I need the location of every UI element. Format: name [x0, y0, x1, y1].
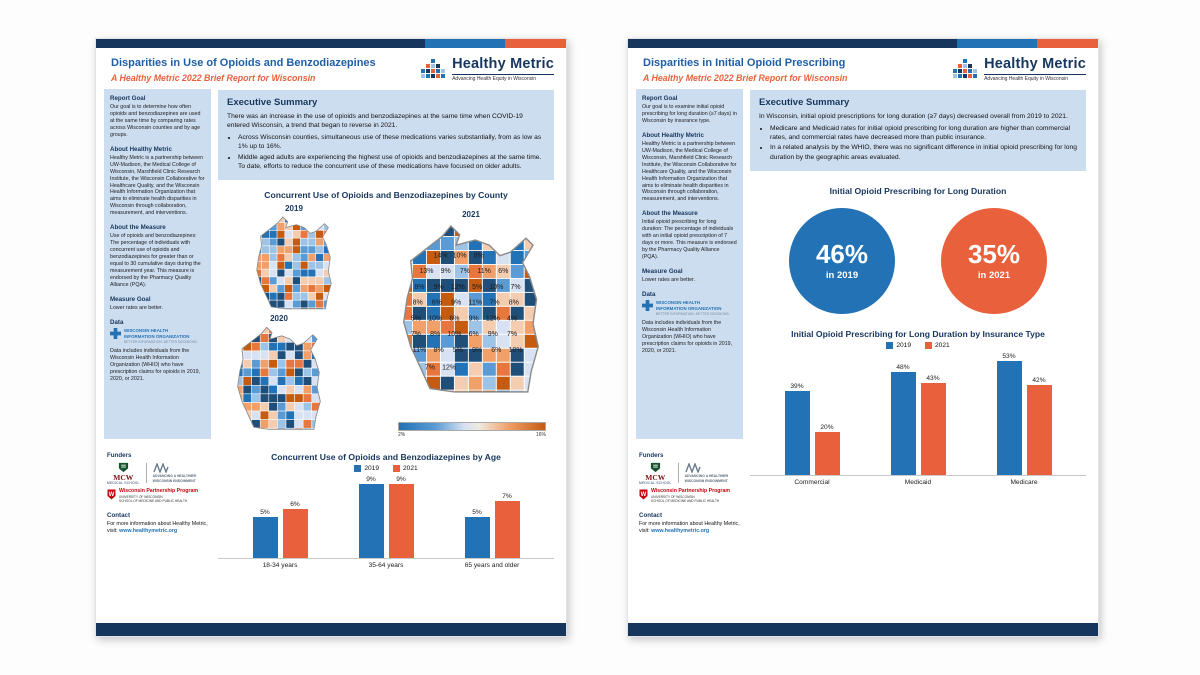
healthy-metric-logo	[421, 57, 554, 82]
contact-text-span: For more information about Healthy Metric, visit:	[639, 520, 740, 534]
svg-text:7%: 7%	[507, 331, 518, 339]
report-page-opioids-benzodiazepines	[95, 38, 567, 637]
bar-value-label: 5%	[260, 509, 270, 517]
bar-2021	[283, 509, 308, 558]
topbar-blue-segment	[957, 39, 1037, 48]
gradient-bar	[398, 422, 546, 431]
bar-wrap	[283, 501, 308, 558]
svg-text:8%: 8%	[412, 299, 423, 307]
svg-text:7%: 7%	[424, 364, 435, 372]
exec-summary-intro: In Wisconsin, initial opioid prescriptions for long duration (≥7 days) decreased overall from 2019 to 2021.	[759, 112, 1068, 120]
wpp-text	[119, 489, 198, 503]
logo-tagline: Advancing Health Equity in Wisconsin	[452, 74, 554, 82]
bullet-item: • In a related analysis by the WHIO, there was no significant difference in initial opioid prescribing for long duration by the geographic areas evaluated.	[770, 143, 1077, 162]
bottom-accent-bar	[96, 623, 566, 636]
whio-logo-text	[124, 328, 198, 344]
topbar-blue-segment	[425, 39, 505, 48]
svg-text:7%: 7%	[489, 299, 500, 307]
svg-text:6%: 6%	[491, 346, 502, 354]
exec-summary-heading: Executive Summary	[759, 96, 850, 108]
long-duration-title: Initial Opioid Prescribing for Long Duration	[829, 185, 1007, 196]
bar-wrap	[253, 509, 278, 558]
ahw-line2: WISCONSIN ENDOWMENT	[684, 478, 728, 483]
svg-text:11%: 11%	[412, 346, 427, 354]
ahw-mark-icon	[153, 463, 169, 473]
legend-label: 2019	[896, 341, 911, 349]
page-subtitle: A Healthy Metric 2022 Brief Report for Wisconsin	[111, 72, 316, 83]
legend-label: 2021	[935, 341, 950, 349]
bar-group	[873, 364, 963, 475]
bar-value-label: 6%	[290, 501, 300, 509]
category-label: 18-34 years	[262, 562, 298, 570]
whio-cross-icon	[110, 328, 121, 339]
bottom-accent-bar	[628, 623, 1098, 636]
svg-text:12%: 12%	[450, 284, 465, 292]
svg-text:9%: 9%	[468, 315, 479, 323]
scale-max-label: 16%	[535, 432, 546, 439]
measure-goal-text: Lower rates are better.	[642, 277, 695, 284]
whio-tagline: BETTER INFORMATION. BETTER DECISIONS.	[124, 339, 198, 344]
bar-wrap	[465, 509, 490, 558]
wpp-name: Wisconsin Partnership Program	[119, 488, 198, 495]
logo-name: Healthy Metric	[984, 56, 1086, 72]
svg-text:9%: 9%	[472, 346, 483, 354]
svg-text:12%: 12%	[485, 315, 500, 323]
bar-2019	[465, 517, 490, 558]
logo-tagline: Advancing Health Equity in Wisconsin	[984, 74, 1086, 82]
data-note-text: Data includes individuals from the Wisconsin Health Information Organization (WHIO) who have prescription claims for opioids in 2019, 2020, or 2021.	[110, 347, 201, 382]
bar-wrap	[997, 353, 1022, 475]
mcw-shield-icon	[650, 462, 661, 473]
legend-label: 2019	[364, 465, 379, 473]
ahw-text	[153, 474, 197, 483]
svg-text:7%: 7%	[459, 268, 470, 276]
svg-text:5%: 5%	[472, 284, 483, 292]
bar-group	[341, 476, 431, 558]
topbar-navy-segment	[628, 39, 957, 48]
whio-logo	[642, 300, 737, 316]
bar-2019	[253, 517, 278, 558]
ahw-line1: ADVANCING A HEALTHIER	[152, 474, 197, 479]
bar-2021	[921, 383, 946, 475]
page-subtitle: A Healthy Metric 2022 Brief Report for Wisconsin	[643, 72, 848, 83]
exec-summary-intro: There was an increase in the use of opioids and benzodiazepines at the same time when COVID-19 entered Wisconsin, a trend that began to reverse in 2021.	[227, 112, 523, 129]
bar-wrap	[389, 476, 414, 558]
exec-summary-bullets	[227, 133, 545, 171]
about-measure-heading: About the Measure	[110, 224, 166, 232]
svg-text:6%: 6%	[498, 268, 509, 276]
title-block	[643, 57, 847, 83]
category-label: 65 years and older	[464, 562, 520, 570]
wpp-text	[651, 489, 730, 503]
bar-value-label: 42%	[1032, 376, 1046, 384]
age-bar-chart	[218, 476, 554, 569]
healthy-metric-logo	[953, 57, 1086, 82]
svg-text:6%: 6%	[431, 299, 442, 307]
bar-2019	[359, 484, 384, 558]
svg-text:10%: 10%	[489, 284, 504, 292]
logo-text	[984, 57, 1086, 82]
mcw-name: MCW	[113, 472, 134, 482]
svg-text:9%: 9%	[451, 299, 462, 307]
page-title: Disparities in Use of Opioids and Benzodiazepines	[111, 57, 376, 69]
wpp-sub2: SCHOOL OF MEDICINE AND PUBLIC HEALTH	[119, 498, 188, 503]
funders-row	[639, 462, 740, 486]
insurance-bar-chart	[750, 353, 1086, 486]
wisconsin-map-2019	[248, 213, 340, 314]
report-goal-text: Our goal is to examine initial opioid prescribing for long duration (≥7 days) in Wisconsin by insurance type.	[642, 103, 737, 124]
bar-value-label: 39%	[790, 382, 804, 390]
bar-group	[447, 493, 537, 558]
measure-goal-heading: Measure Goal	[642, 268, 683, 276]
healthy-metric-logo-icon	[953, 59, 979, 80]
whio-name-line1: WISCONSIN HEALTH	[656, 300, 701, 306]
category-label: Commercial	[794, 478, 830, 486]
wisconsin-map-2019-block	[248, 204, 340, 314]
report-page-initial-opioid-prescribing	[627, 38, 1099, 637]
svg-text:9%: 9%	[440, 268, 451, 276]
map-year-label: 2020	[270, 314, 288, 324]
report-goal-heading: Report Goal	[110, 94, 146, 102]
data-heading: Data	[642, 291, 656, 299]
bar-value-label: 20%	[820, 423, 834, 431]
legend-item	[393, 465, 418, 472]
about-hm-text: Healthy Metric is a partnership between UW-Madison, the Medical College of Wisconsin, Marshfield Clinic Research Institute, the Wisconsin Collaborative for Healthcare Quality, and the Wisconsin Health Information Organization that aims to eliminate health disparities in Wisconsin through collaboration, measurement, and interventions.	[642, 140, 737, 203]
mcw-subtitle: MEDICAL SCHOOL	[107, 481, 140, 486]
svg-text:7%: 7%	[410, 331, 421, 339]
about-hm-heading: About Healthy Metric	[110, 145, 172, 153]
bar-value-label: 7%	[502, 493, 512, 501]
whio-logo	[110, 328, 205, 344]
category-labels	[218, 559, 554, 569]
svg-text:7%: 7%	[510, 284, 521, 292]
wisconsin-map-2021	[388, 219, 554, 401]
top-accent-bar	[96, 39, 566, 48]
gradient-scale-labels	[398, 432, 546, 438]
about-measure-text: Use of opioids and benzodiazepines: The percentage of individuals with concurrent use of opioids and benzodiazepines for greater than or equal to 30 cumulative days during the measurement year. This measure is endorsed by the Pharmacy Quality Alliance (PQA).	[110, 233, 201, 289]
county-maps	[218, 202, 554, 442]
mcw-logo	[107, 462, 140, 486]
circle-2021	[941, 208, 1047, 314]
category-label: 35-64 years	[368, 562, 404, 570]
mcw-subtitle: MEDICAL SCHOOL	[639, 481, 672, 486]
wisconsin-map-2020-block	[228, 314, 330, 435]
map-year-label: 2019	[285, 204, 303, 214]
svg-text:8%: 8%	[430, 331, 441, 339]
contact-heading: Contact	[639, 511, 663, 519]
healthy-metric-logo-icon	[421, 59, 447, 80]
healthymetric-link[interactable]: www.healthymetric.org	[651, 528, 710, 534]
exec-summary-bullets	[759, 124, 1077, 162]
legend-swatch-2019	[354, 465, 361, 472]
insurance-chart-title: Initial Opioid Prescribing for Long Duration by Insurance Type	[791, 328, 1045, 339]
svg-text:8%: 8%	[414, 284, 425, 292]
page-body	[96, 87, 566, 570]
about-hm-heading: About Healthy Metric	[642, 131, 704, 139]
data-note-text: Data includes individuals from the Wisconsin Health Information Organization (WHIO) who have prescription claims for opioids in 2019, 2020, or 2021.	[642, 319, 733, 354]
divider	[146, 463, 147, 483]
svg-text:11%: 11%	[468, 299, 483, 307]
age-chart-title: Concurrent Use of Opioids and Benzodiazepines by Age	[271, 452, 501, 463]
svg-text:10%: 10%	[447, 331, 462, 339]
whio-name-line2: INFORMATION ORGANIZATION	[124, 333, 190, 339]
contact-heading: Contact	[107, 511, 131, 519]
svg-text:W: W	[640, 491, 647, 498]
bar-group	[235, 501, 325, 558]
legend-label: 2021	[403, 465, 418, 473]
svg-text:8%: 8%	[508, 299, 519, 307]
bar-wrap	[921, 375, 946, 475]
whio-name-line2: INFORMATION ORGANIZATION	[656, 305, 722, 311]
svg-text:10%: 10%	[508, 346, 523, 354]
circle-2019	[789, 208, 895, 314]
topbar-orange-segment	[505, 39, 566, 48]
divider	[678, 463, 679, 483]
bar-2019	[997, 361, 1022, 475]
plot-area	[750, 353, 1086, 476]
svg-text:5%: 5%	[452, 346, 463, 354]
bar-wrap	[359, 476, 384, 558]
bar-2021	[815, 432, 840, 475]
logo-text	[452, 57, 554, 82]
about-hm-text: Healthy Metric is a partnership between UW-Madison, the Medical College of Wisconsin, Marshfield Clinic Research Institute, the Wisconsin Collaborative for Healthcare Quality, and the Wisconsin Health Information Organization that aims to eliminate health disparities in Wisconsin through collaboration, measurement, and interventions.	[110, 154, 205, 217]
about-measure-text: Initial opioid prescribing for long duration: The percentage of individuals with an initial opioid prescription of 7 days or more. This measure is endorsed by the Pharmacy Quality Alliance (PQA).	[642, 219, 737, 261]
bar-wrap	[891, 364, 916, 475]
big-number-circles	[750, 208, 1086, 314]
legend-item	[925, 342, 950, 349]
funders-section	[636, 439, 743, 536]
ahw-mark-icon	[685, 463, 701, 473]
bar-wrap	[785, 383, 810, 475]
bar-value-label: 48%	[896, 363, 910, 371]
wpp-crest-icon	[639, 489, 648, 500]
whio-logo-text	[656, 300, 730, 316]
svg-text:W: W	[108, 491, 115, 498]
bar-wrap	[495, 493, 520, 558]
contact-text	[639, 521, 740, 535]
top-accent-bar	[628, 39, 1098, 48]
bar-2021	[389, 484, 414, 558]
ahw-line1: ADVANCING A HEALTHIER	[684, 474, 729, 479]
map-color-scale	[398, 422, 546, 438]
bar-group	[767, 383, 857, 475]
sidebar	[636, 89, 743, 439]
bar-value-label: 53%	[1002, 352, 1016, 360]
bar-value-label: 43%	[926, 374, 940, 382]
title-block	[111, 57, 376, 83]
svg-text:11%: 11%	[477, 268, 491, 276]
svg-text:6%: 6%	[468, 331, 479, 339]
age-chart-legend	[218, 465, 554, 472]
funders-heading: Funders	[107, 451, 132, 459]
svg-text:9%: 9%	[433, 284, 444, 292]
bar-value-label: 9%	[396, 476, 406, 484]
wpp-logo	[107, 489, 208, 503]
whio-tagline: BETTER INFORMATION. BETTER DECISIONS.	[656, 311, 730, 316]
insurance-chart-legend	[750, 342, 1086, 349]
executive-summary	[218, 90, 554, 181]
page-header	[628, 48, 1098, 87]
svg-text:6%: 6%	[449, 315, 460, 323]
funders-row	[107, 462, 208, 486]
wpp-name: Wisconsin Partnership Program	[651, 488, 730, 495]
map-year-label: 2021	[462, 210, 480, 220]
ahw-line2: WISCONSIN ENDOWMENT	[152, 478, 196, 483]
wpp-sub1: UNIVERSITY OF WISCONSIN	[651, 494, 695, 499]
svg-text:8%: 8%	[473, 252, 484, 260]
about-measure-heading: About the Measure	[642, 210, 698, 218]
page-body	[628, 87, 1098, 536]
legend-item	[354, 465, 379, 472]
wpp-logo	[639, 489, 740, 503]
mcw-logo	[639, 462, 672, 486]
page-title: Disparities in Initial Opioid Prescribing	[643, 57, 846, 69]
funders-section	[104, 439, 211, 536]
county-maps-title: Concurrent Use of Opioids and Benzodiazepines by County	[264, 190, 508, 201]
circle-2021-label: in 2021	[977, 269, 1011, 281]
contact-text	[107, 521, 208, 535]
plot-area	[218, 476, 554, 559]
wisconsin-map-2021-block	[388, 210, 554, 401]
sidebar	[104, 89, 211, 439]
scale-min-label: 2%	[398, 432, 406, 439]
circle-2019-value: 46%	[815, 238, 869, 269]
bullet-item: • Medicare and Medicaid rates for initial opioid prescribing for long duration are higher than commercial rates, and commercial rates have decreased more than public insurance.	[770, 124, 1077, 143]
svg-text:12%: 12%	[442, 364, 457, 372]
bar-value-label: 9%	[366, 476, 376, 484]
ahw-logo	[153, 463, 197, 483]
wpp-sub1: UNIVERSITY OF WISCONSIN	[119, 494, 163, 499]
ahw-logo	[685, 463, 729, 483]
wisconsin-map-2020	[228, 323, 330, 435]
mcw-name: MCW	[645, 472, 666, 482]
wpp-crest-icon	[107, 489, 116, 500]
measure-goal-heading: Measure Goal	[110, 296, 151, 304]
left-column	[636, 89, 743, 536]
legend-swatch-2021	[925, 342, 932, 349]
wpp-sub2: SCHOOL OF MEDICINE AND PUBLIC HEALTH	[651, 498, 720, 503]
funders-heading: Funders	[639, 451, 664, 459]
category-label: Medicaid	[904, 478, 932, 486]
legend-swatch-2021	[393, 465, 400, 472]
healthymetric-link[interactable]: www.healthymetric.org	[119, 528, 178, 534]
bullet-item: • Middle aged adults are experiencing the highest use of opioids and benzodiazepines at the same time. To date, efforts to reduce the concurrent use of these medications have focused on older adults.	[238, 153, 545, 172]
bar-wrap	[815, 424, 840, 475]
exec-summary-heading: Executive Summary	[227, 96, 318, 108]
svg-text:10%: 10%	[428, 315, 443, 323]
bar-2019	[891, 372, 916, 475]
left-column	[104, 89, 211, 570]
topbar-navy-segment	[96, 39, 425, 48]
contact-text-span: For more information about Healthy Metric, visit:	[107, 520, 208, 534]
data-heading: Data	[110, 319, 124, 327]
legend-item	[886, 342, 911, 349]
svg-text:10%: 10%	[452, 252, 467, 260]
ahw-text	[685, 474, 729, 483]
category-labels	[750, 476, 1086, 486]
bar-2019	[785, 391, 810, 475]
circle-2019-label: in 2019	[825, 269, 859, 281]
bullet-item: • Across Wisconsin counties, simultaneous use of these medications varies substantially, from as low as 1% up to 16%.	[238, 133, 545, 152]
bar-wrap	[1027, 377, 1052, 475]
executive-summary	[750, 90, 1086, 171]
svg-text:13%: 13%	[419, 268, 434, 276]
report-goal-text: Our goal is to determine how often opioids and benzodiazepines are used at the same time by comparing rates across Wisconsin counties and by age groups.	[110, 103, 201, 138]
report-goal-heading: Report Goal	[642, 94, 678, 102]
topbar-orange-segment	[1037, 39, 1098, 48]
main-column	[750, 89, 1086, 536]
measure-goal-text: Lower rates are better.	[110, 305, 163, 312]
whio-cross-icon	[642, 300, 653, 311]
bar-2021	[495, 501, 520, 558]
logo-name: Healthy Metric	[452, 56, 554, 72]
bar-group	[979, 353, 1069, 475]
bar-2021	[1027, 385, 1052, 475]
svg-text:4%: 4%	[507, 315, 518, 323]
whio-name-line1: WISCONSIN HEALTH	[124, 328, 169, 334]
svg-text:5%: 5%	[410, 315, 421, 323]
bar-value-label: 5%	[472, 509, 482, 517]
category-label: Medicare	[1010, 478, 1038, 486]
svg-text:9%: 9%	[487, 331, 498, 339]
circle-2021-value: 35%	[967, 238, 1021, 269]
mcw-shield-icon	[118, 462, 129, 473]
main-column	[218, 89, 554, 570]
svg-text:14%: 14%	[433, 252, 448, 260]
legend-swatch-2019	[886, 342, 893, 349]
page-header	[96, 48, 566, 87]
svg-text:8%: 8%	[433, 346, 444, 354]
